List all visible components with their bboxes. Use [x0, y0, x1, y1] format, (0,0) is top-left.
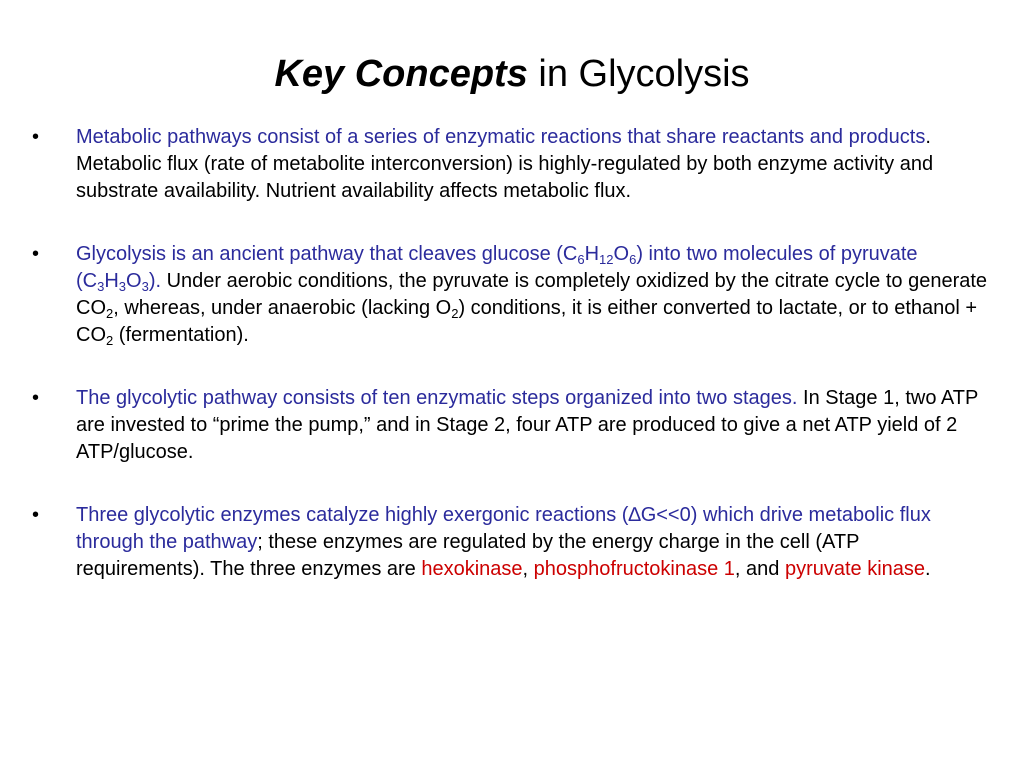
b4-body-text: , and — [734, 558, 785, 580]
bullet-icon: • — [32, 504, 40, 526]
b2-body-text: Under aerobic conditions, the pyruvate is completely oxidized by the citrate cycle to generate CO — [76, 270, 988, 319]
bullet-item-metabolic-pathways — [32, 124, 992, 205]
bullet-icon: • — [32, 126, 40, 148]
b2-subscript: 2 — [106, 333, 114, 348]
enzyme-phosphofructokinase: phosphofructokinase 1 — [533, 558, 735, 580]
b2-text: ) into two molecules of pyruvate (C — [76, 243, 918, 292]
b2-text: O — [126, 270, 142, 292]
enzyme-pyruvate-kinase: pyruvate kinase — [784, 558, 926, 580]
bullet-item-glycolysis — [32, 241, 992, 349]
b2-subscript: 3 — [97, 279, 105, 294]
b2-text: H — [584, 243, 600, 265]
enzyme-hexokinase: hexokinase — [421, 558, 523, 580]
bullet-list — [32, 124, 992, 619]
slide-title — [0, 52, 1024, 96]
b2-text: H — [104, 270, 119, 292]
bullet-icon: • — [32, 243, 40, 265]
bullet-3-highlight: The glycolytic pathway consists of ten enzymatic steps organized into two stages. — [76, 387, 798, 409]
b2-subscript: 2 — [106, 306, 114, 321]
b2-body-text: , whereas, under anaerobic (lacking O — [113, 297, 452, 319]
bullet-3-text: In Stage 1, two ATP are invested to “prime the pump,” and in Stage 2, four ATP are produced to give a net ATP yield of 2 ATP/glucose. — [76, 387, 978, 463]
bullet-icon: • — [32, 387, 40, 409]
b4-body-text: , — [522, 558, 534, 580]
b2-body-text: (fermentation). — [113, 324, 249, 346]
b2-text: ). — [148, 270, 162, 292]
b2-subscript: 6 — [629, 252, 637, 267]
b2-subscript: 12 — [599, 252, 614, 267]
title-emphasis: Key Concepts — [274, 53, 528, 95]
b4-body-text: ; these enzymes are regulated by the energy charge in the cell (ATP requirements). The three enzymes are — [76, 531, 860, 580]
bullet-item-regulated-enzymes — [32, 502, 992, 583]
b2-subscript: 3 — [118, 279, 127, 294]
title-rest: in Glycolysis — [527, 53, 750, 95]
b2-text: Glycolysis is an ancient pathway that cleaves glucose (C — [76, 243, 578, 265]
b2-text: O — [613, 243, 630, 265]
b2-subscript: 3 — [141, 279, 149, 294]
b2-body-text: ) conditions, it is either converted to lactate, or to ethanol + CO — [76, 297, 978, 346]
bullet-1-highlight: Metabolic pathways consist of a series of enzymatic reactions that share reactants and products — [76, 126, 926, 148]
bullet-1-text: . Metabolic flux (rate of metabolite interconversion) is highly-regulated by both enzyme activity and substrate availability. Nutrient availability affects metabolic flux. — [76, 126, 934, 202]
bullet-item-glycolytic-stages — [32, 385, 992, 466]
b2-subscript: 2 — [451, 306, 459, 321]
b2-subscript: 6 — [577, 252, 585, 267]
bullet-4-highlight: Three glycolytic enzymes catalyze highly exergonic reactions (∆G<<0) which drive metabolic flux through the pathway — [76, 504, 931, 553]
b4-body-text: . — [925, 558, 931, 580]
